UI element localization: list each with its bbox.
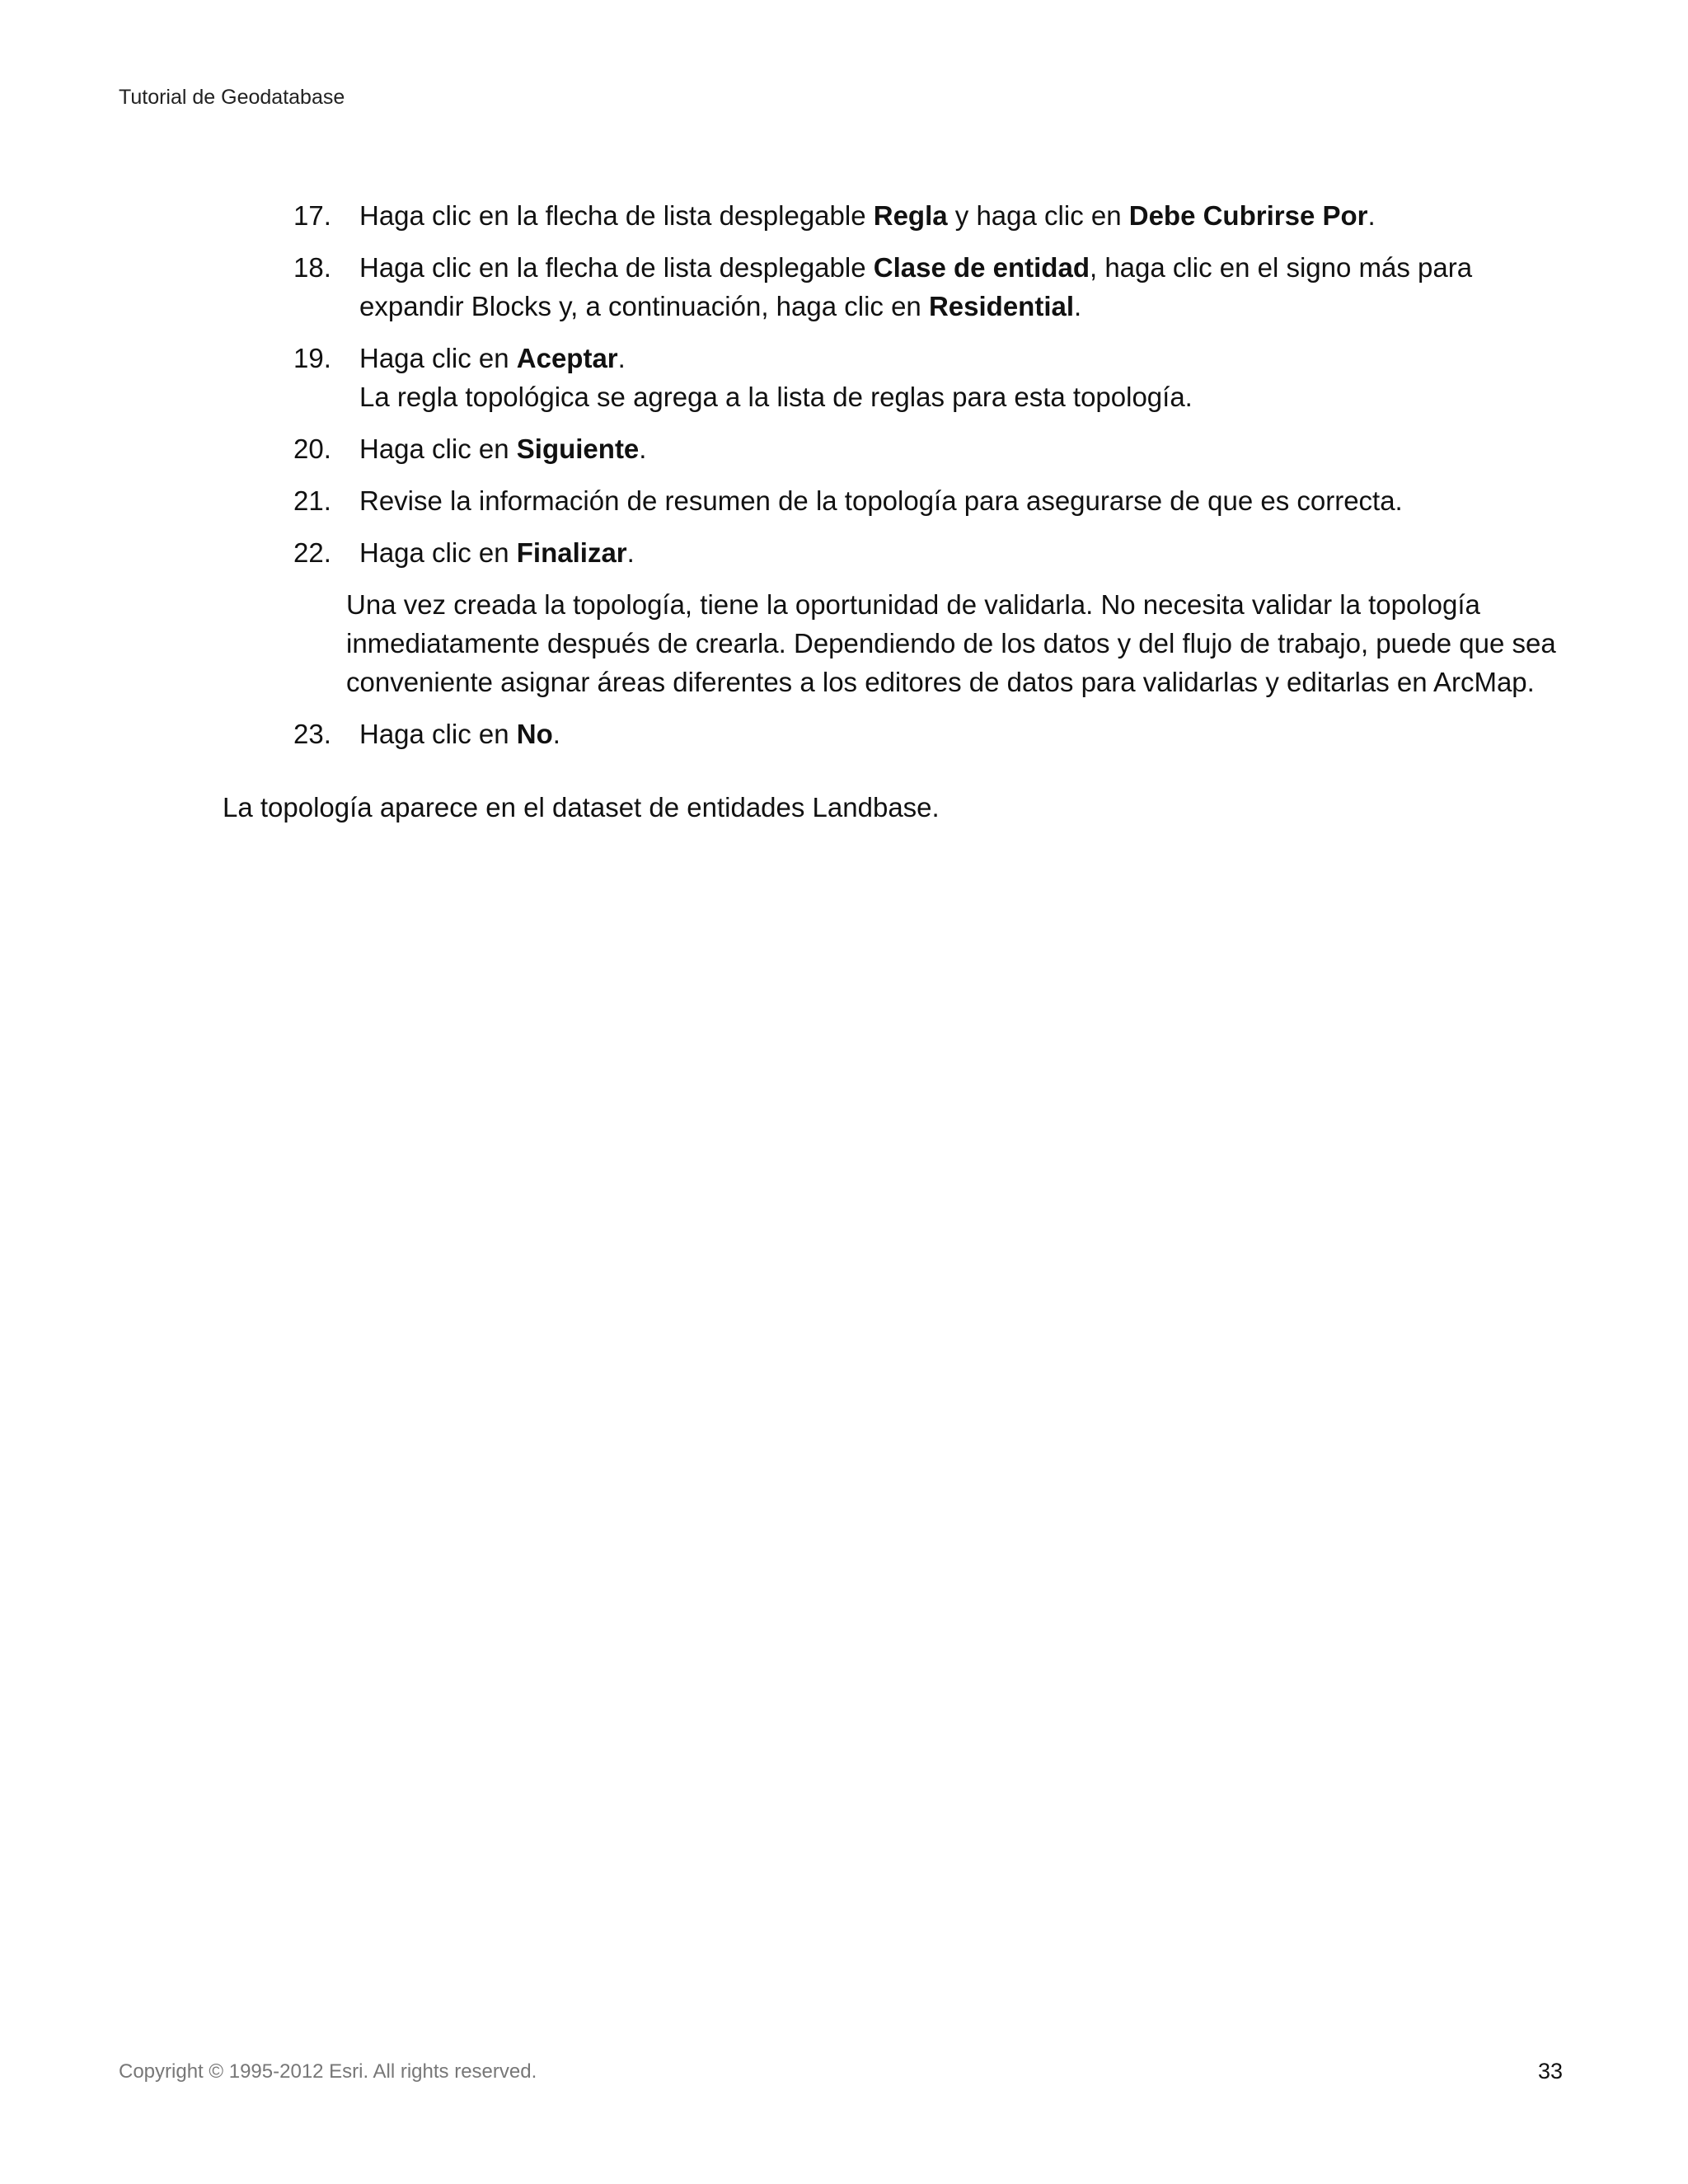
step-text: . (1367, 200, 1376, 231)
step-detail: La regla topológica se agrega a la lista de reglas para esta topología. (359, 382, 1193, 412)
page-number: 33 (1537, 2059, 1563, 2083)
step-number: 17. (293, 200, 331, 231)
closing-paragraph: La topología aparece en el dataset de entidades Landbase. (223, 792, 940, 823)
step-number: 23. (293, 719, 331, 749)
ui-term: Siguiente (516, 434, 640, 464)
step-21 (293, 481, 1579, 520)
step-text: , haga clic en el signo más para expandir Blocks y, a continuación, haga clic en (359, 252, 1473, 321)
ui-term: Debe Cubrirse Por (1128, 200, 1368, 231)
step-text: y haga clic en (947, 200, 1129, 231)
step-text: . (626, 537, 635, 568)
ui-term: Regla (873, 200, 948, 231)
step-number: 19. (293, 343, 331, 373)
step-text: Haga clic en (359, 434, 517, 464)
step-19 (293, 339, 1579, 416)
step-number: 21. (293, 485, 331, 516)
step-text: Revise la información de resumen de la topología para asegurarse de que es correcta. (359, 485, 1403, 516)
step-text: . (552, 719, 560, 749)
step-number: 18. (293, 252, 331, 283)
ui-term: Aceptar (516, 343, 618, 373)
step-22 (293, 533, 1579, 572)
step-20 (293, 429, 1579, 468)
footer-copyright: Copyright © 1995-2012 Esri. All rights reserved. (119, 2060, 537, 2083)
step-18 (293, 248, 1579, 326)
step-text: Haga clic en (359, 537, 517, 568)
steps-list (293, 196, 1556, 753)
step-23 (293, 715, 1579, 753)
step-number: 22. (293, 537, 331, 568)
step-text: Haga clic en la flecha de lista desplegable (359, 200, 874, 231)
step-text: Haga clic en la flecha de lista desplegable (359, 252, 874, 283)
page-content (223, 196, 1556, 854)
ui-term: Finalizar (516, 537, 627, 568)
step-text: . (617, 343, 626, 373)
step-number: 20. (293, 434, 331, 464)
ui-term: Residential (928, 291, 1075, 321)
step-17 (293, 196, 1579, 235)
step-text: . (639, 434, 647, 464)
ui-term: Clase de entidad (873, 252, 1090, 283)
ui-term: No (516, 719, 553, 749)
step-text: Haga clic en (359, 343, 517, 373)
note-paragraph: Una vez creada la topología, tiene la oportunidad de validarla. No necesita validar la topología inmediatamente después de crearla. Dependiendo de los datos y del flujo de trabajo, puede que sea conveniente asignar áreas diferentes a los editores de datos para validarlas y editarlas en ArcMap. (346, 589, 1556, 697)
step-text: . (1074, 291, 1082, 321)
running-header: Tutorial de Geodatabase (119, 86, 345, 109)
step-text: Haga clic en (359, 719, 517, 749)
